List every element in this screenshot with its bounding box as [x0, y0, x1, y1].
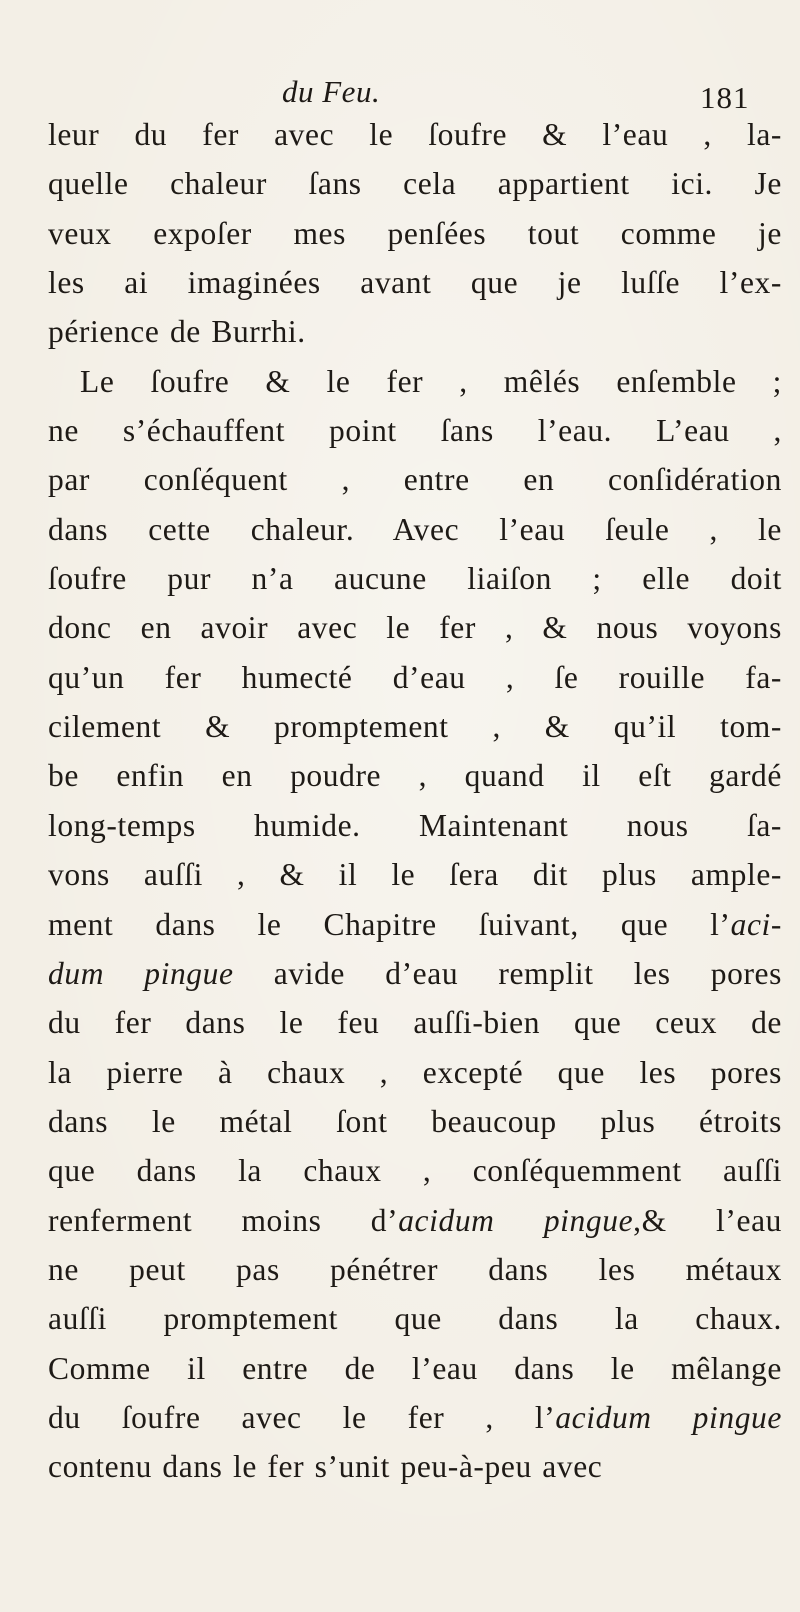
- text-segment: qu’un fer humecté d’eau , ſe rouille fa-: [48, 659, 782, 695]
- text-line: [48, 406, 782, 455]
- text-segment: be enfin en poudre , quand il eſt gardé: [48, 758, 782, 794]
- text-segment: vons auſſi , & il le ſera dit plus ample-: [48, 857, 782, 893]
- text-line: [48, 159, 782, 208]
- text-line: [48, 307, 782, 356]
- text-line: [48, 1196, 782, 1245]
- text-segment: les ai imaginées avant que je luſſe l’ex-: [48, 265, 782, 301]
- text-segment: dans le métal ſont beaucoup plus étroits: [48, 1103, 782, 1139]
- text-segment: ne peut pas pénétrer dans les métaux: [48, 1251, 782, 1287]
- text-line: [48, 554, 782, 603]
- text-line: [48, 702, 782, 751]
- text-line: [48, 1294, 782, 1343]
- text-segment: contenu dans le fer s’unit peu-à-peu avec: [48, 1449, 603, 1485]
- text-segment: donc en avoir avec le fer , & nous voyons: [48, 610, 782, 646]
- text-line: [48, 1245, 782, 1294]
- text-segment: leur du fer avec le ſoufre & l’eau , la-: [48, 117, 782, 152]
- italic-segment: dum pingue: [48, 955, 234, 991]
- text-line: [48, 751, 782, 800]
- text-line: [48, 900, 782, 949]
- text-segment: du ſoufre avec le fer , l’: [48, 1399, 556, 1435]
- text-segment: renferment moins d’: [48, 1202, 399, 1238]
- running-title: du Feu.: [282, 74, 381, 109]
- body-text: [48, 110, 782, 1492]
- text-line: [48, 1393, 782, 1442]
- text-line: [48, 357, 782, 406]
- text-segment: ,& l’eau: [633, 1202, 782, 1238]
- text-segment: cilement & promptement , & qu’il tom-: [48, 709, 782, 745]
- text-line: [48, 1097, 782, 1146]
- text-segment: veux expoſer mes penſées tout comme je: [48, 215, 782, 251]
- text-segment: par conſéquent , entre en conſidération: [48, 462, 782, 498]
- text-line: [48, 505, 782, 554]
- text-segment: Comme il entre de l’eau dans le mêlange: [48, 1350, 782, 1386]
- text-segment: du fer dans le feu auſſi-bien que ceux de: [48, 1005, 782, 1041]
- text-line: [48, 801, 782, 850]
- text-segment: quelle chaleur ſans cela appartient ici. Je: [48, 166, 782, 202]
- text-line: [48, 949, 782, 998]
- text-segment: ment dans le Chapitre ſuivant, que l’: [48, 906, 731, 942]
- text-segment: long-temps humide. Maintenant nous ſa-: [48, 807, 782, 843]
- text-segment: ne s’échauffent point ſans l’eau. L’eau ,: [48, 413, 782, 449]
- italic-segment: acidum pingue: [398, 1202, 634, 1238]
- text-segment: que dans la chaux , conſéquemment auſſi: [48, 1153, 782, 1189]
- text-segment: la pierre à chaux , excepté que les pores: [48, 1054, 782, 1090]
- text-line: [48, 258, 782, 307]
- text-segment: ſoufre pur n’a aucune liaiſon ; elle doit: [48, 561, 782, 597]
- italic-segment: aci-: [730, 906, 782, 942]
- text-line: [48, 209, 782, 258]
- text-line: [48, 998, 782, 1047]
- text-line: [48, 110, 782, 159]
- text-segment: auſſi promptement que dans la chaux.: [48, 1301, 782, 1337]
- text-line: [48, 455, 782, 504]
- page-number: 181: [700, 80, 750, 115]
- text-line: [48, 1442, 782, 1491]
- text-line: [48, 653, 782, 702]
- text-line: [48, 1344, 782, 1393]
- text-segment: Le ſoufre & le fer , mêlés enſemble ;: [80, 363, 782, 399]
- text-line: [48, 850, 782, 899]
- text-segment: avide d’eau remplit les pores: [233, 955, 782, 991]
- text-line: [48, 1048, 782, 1097]
- text-segment: périence de Burrhi.: [48, 314, 306, 350]
- text-segment: dans cette chaleur. Avec l’eau ſeule , le: [48, 511, 782, 547]
- italic-segment: acidum pingue: [555, 1399, 782, 1435]
- text-line: [48, 603, 782, 652]
- text-line: [48, 1146, 782, 1195]
